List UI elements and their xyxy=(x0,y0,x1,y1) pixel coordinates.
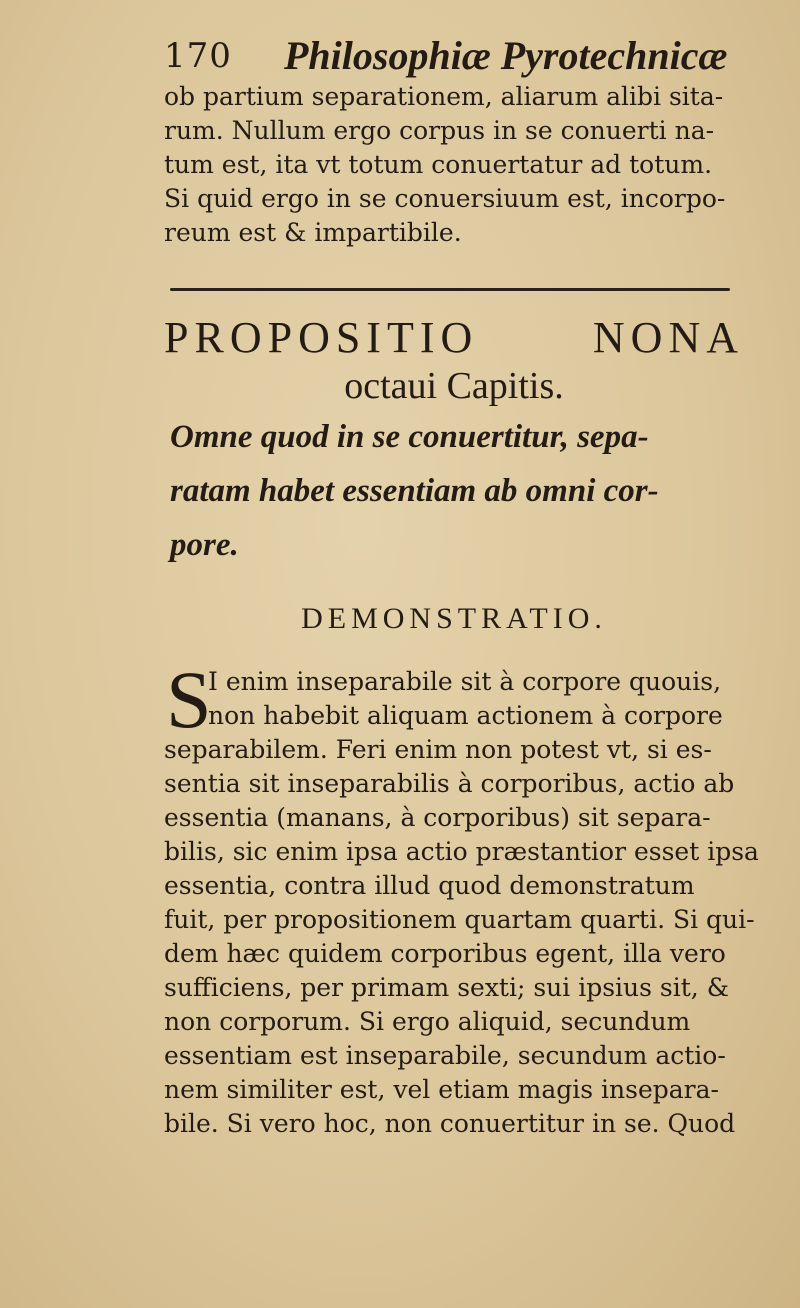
statement-line: Omne quod in se conuertitur, sepa- xyxy=(170,419,649,455)
section-divider xyxy=(170,288,730,291)
demonstration-paragraph xyxy=(164,665,759,1141)
text-line: dem hæc quidem corporibus egent, illa vero xyxy=(164,939,726,968)
drop-cap: S xyxy=(166,654,212,745)
text-line: rum. Nullum ergo corpus in se conuerti na- xyxy=(164,116,715,145)
statement-line: pore. xyxy=(170,527,239,563)
proposition-heading xyxy=(164,312,744,363)
carryover-paragraph xyxy=(164,80,744,250)
text-line: separabilem. Feri enim non potest vt, si es- xyxy=(164,735,712,764)
proposition-heading-word: PROPOSITIO xyxy=(164,313,479,362)
page-number: 170 xyxy=(164,36,232,76)
text-line: sentia sit inseparabilis à corporibus, actio ab xyxy=(164,769,735,798)
proposition-heading-word: NONA xyxy=(592,313,744,362)
text-line: fuit, per propositionem quartam quarti. Si qui- xyxy=(164,905,755,934)
text-line: I enim inseparabile sit à corpore quouis, xyxy=(208,667,722,696)
text-line: ob partium separationem, aliarum alibi sita- xyxy=(164,82,724,111)
running-title: Philosophiæ Pyrotechnicæ xyxy=(284,33,728,78)
statement-line: ratam habet essentiam ab omni cor- xyxy=(170,473,659,509)
demonstration-heading: DEMONSTRATIO. xyxy=(301,602,607,635)
text-line: reum est & impartibile. xyxy=(164,218,462,247)
text-line: tum est, ita vt totum conuertatur ad totum. xyxy=(164,150,713,179)
text-line: essentiam est inseparabile, secundum actio- xyxy=(164,1041,726,1070)
text-line: essentia (manans, à corporibus) sit separa- xyxy=(164,803,711,832)
text-line: bilis, sic enim ipsa actio præstantior esset ipsa xyxy=(164,837,759,866)
text-line: nem similiter est, vel etiam magis insepara- xyxy=(164,1075,719,1104)
text-line: Si quid ergo in se conuersiuum est, incorpo- xyxy=(164,184,726,213)
text-line: non habebit aliquam actionem à corpore xyxy=(208,701,723,730)
text-line: bile. Si vero hoc, non conuertitur in se. Quod xyxy=(164,1109,736,1138)
page-header xyxy=(164,22,744,84)
proposition-statement xyxy=(170,410,750,572)
text-line: non corporum. Si ergo aliquid, secundum xyxy=(164,1007,691,1036)
text-line: essentia, contra illud quod demonstratum xyxy=(164,871,695,900)
text-line: sufficiens, per primam sexti; sui ipsius sit, & xyxy=(164,973,729,1002)
proposition-subheading: octaui Capitis. xyxy=(344,365,564,407)
